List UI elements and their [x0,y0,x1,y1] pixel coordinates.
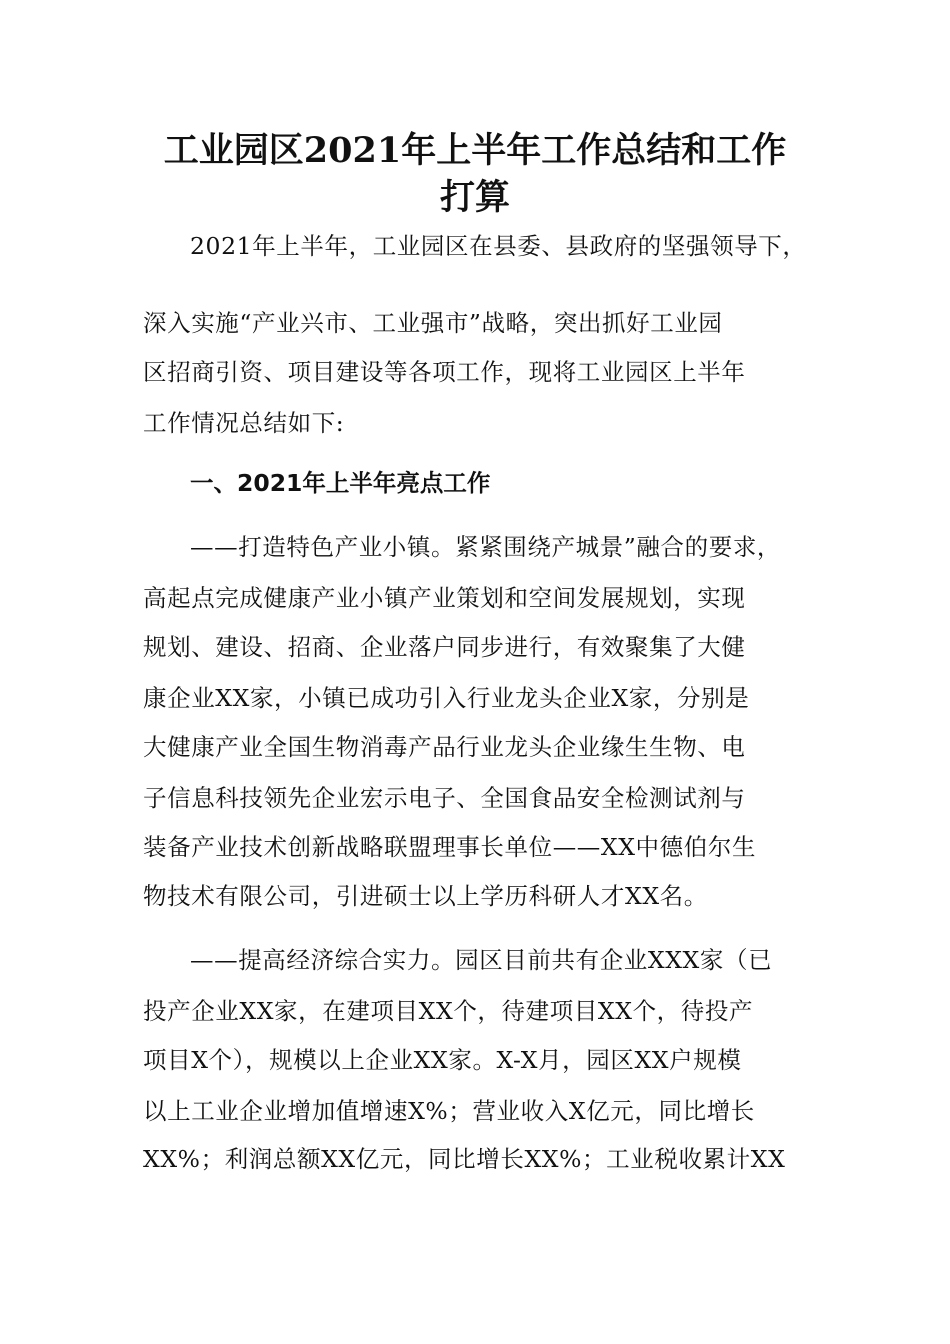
paragraph-line: 物技术有限公司，引进硕士以上学历科研人才XX名。 [143,882,708,910]
paragraph-line: 康企业XX家，小镇已成功引入行业龙头企业X家，分别是 [143,684,750,712]
paragraph-line: 高起点完成健康产业小镇产业策划和空间发展规划，实现 [143,584,746,612]
paragraph-line: 装备产业技术创新战略联盟理事长单位——XX中德伯尔生 [143,833,757,861]
intro-line: 工作情况总结如下: [143,409,345,437]
paragraph-line: 大健康产业全国生物消毒产品行业龙头企业缘生生物、电 [143,733,746,761]
intro-line: 2021年上半年，工业园区在县委、县政府的坚强领导下， [190,232,807,260]
paragraph-line: 规划、建设、招商、企业落户同步进行，有效聚集了大健 [143,633,746,661]
paragraph-line: 子信息科技领先企业宏示电子、全国食品安全检测试剂与 [143,784,746,812]
paragraph-line: 以上工业企业增加值增速X%；营业收入X亿元，同比增长 [143,1097,755,1125]
paragraph-line: ——提高经济综合实力。园区目前共有企业XXX家（已 [190,946,773,974]
paragraph-line: ——打造特色产业小镇。紧紧围绕产城景”融合的要求， [190,533,782,561]
intro-line: 区招商引资、项目建设等各项工作，现将工业园区上半年 [143,358,746,386]
paragraph-line: 项目X个），规模以上企业XX家。X-X月，园区XX户规模 [143,1046,742,1074]
intro-line: 深入实施“产业兴市、工业强市”战略，突出抓好工业园 [143,309,723,337]
section-heading: 一、2021年上半年亮点工作 [190,469,491,497]
document-title-line-1: 工业园区2021年上半年工作总结和工作 [163,130,787,171]
document-title-line-2: 打算 [439,177,510,218]
paragraph-line: XX%；利润总额XX亿元，同比增长XX%；工业税收累计XX [143,1145,786,1173]
paragraph-line: 投产企业XX家，在建项目XX个，待建项目XX个，待投产 [143,997,754,1025]
